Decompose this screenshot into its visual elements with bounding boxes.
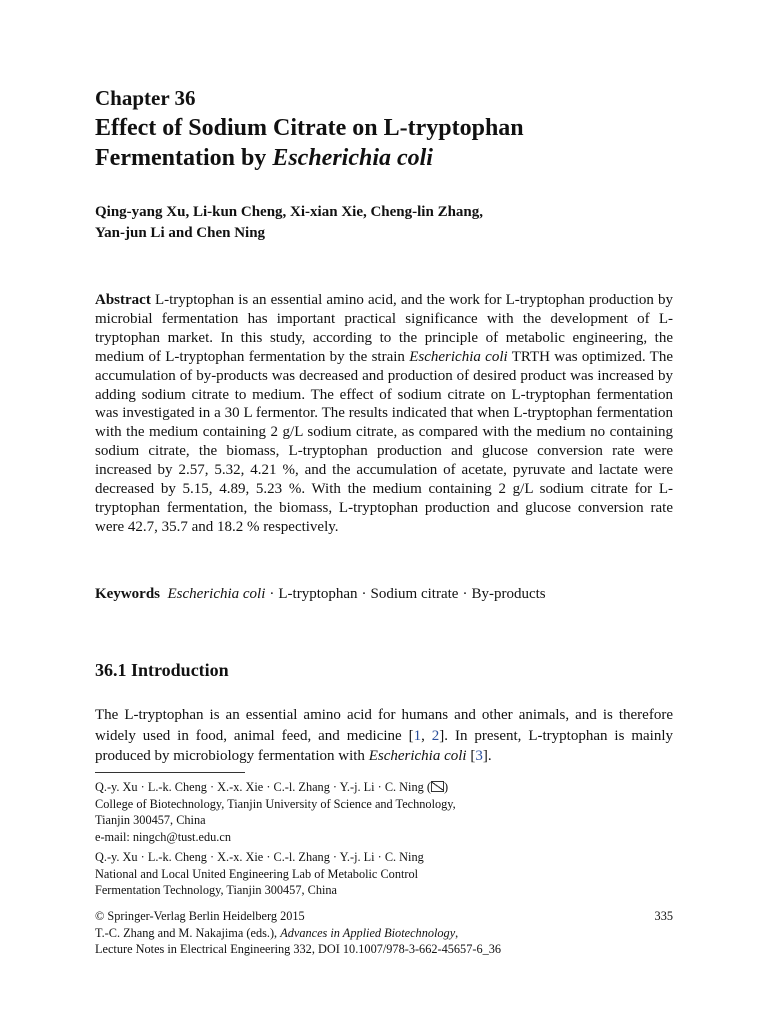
keywords — [95, 584, 673, 604]
citation-link[interactable]: 3 — [475, 748, 483, 764]
chapter-title — [95, 113, 673, 173]
affiliation-institution: College of Biotechnology, Tianjin University of Science and Technology, — [95, 796, 456, 811]
affiliation-address: Fermentation Technology, Tianjin 300457, China — [95, 883, 337, 897]
affiliation-address: Tianjin 300457, China — [95, 813, 206, 827]
intro-text-a: The L-tryptophan is an essential amino acid for humans and other animals, and is therefore widely used in food, animal feed, and medicine [ — [95, 707, 673, 744]
abstract-text-b: TRTH was optimized. The accumulation of by-products was decreased and production of desired product was increased by adding sodium citrate to medium. The effect of sodium citrate on L-tryptophan fermentation was investigated in a 30 L fermentor. The results indicated that when L-tryptophan fermentation with the medium containing 2 g/L sodium citrate, as compared with the medium no containing sodium citrate, the biomass, L-tryptophan production and glucose conversion rate were increased by 2.57, 5.32, 4.21 %, and the accumulation of acetate, pyruvate and lactate were decreased by 5.15, 4.89, 5.23 %. With the medium containing 2 g/L sodium citrate for L-tryptophan fermentation, the biomass, L-tryptophan production and glucose conversion rate were 42.7, 35.7 and 18.2 % respectively. — [95, 348, 673, 535]
intro-text-d: ]. — [482, 748, 492, 764]
authors-line-2: Yan-jun Li and Chen Ning — [95, 225, 266, 241]
section-heading — [95, 659, 229, 681]
footnote-divider — [95, 772, 245, 773]
intro-text-c: [ — [466, 748, 476, 764]
abstract — [95, 291, 673, 537]
series-doi: Lecture Notes in Electrical Engineering 332, DOI 10.1007/978-3-662-45657-6_36 — [95, 942, 502, 956]
keyword-separator: · — [361, 586, 367, 602]
affiliation-email[interactable]: e-mail: ningch@tust.edu.cn — [95, 829, 231, 844]
copyright: © Springer-Verlag Berlin Heidelberg 2015 — [95, 909, 305, 923]
page-number: 335 — [654, 909, 673, 923]
citation-link[interactable]: 1 — [413, 727, 422, 744]
keywords-label: Keywords — [95, 586, 160, 602]
author-list — [95, 202, 673, 244]
keyword-separator: · — [462, 586, 468, 602]
citation-link[interactable]: 2 — [431, 727, 440, 744]
intro-paragraph — [95, 705, 673, 767]
envelope-icon — [431, 781, 444, 792]
abstract-label: Abstract — [95, 292, 151, 308]
authors-line-1: Qing-yang Xu, Li-kun Cheng, Xi-xian Xie, Cheng-lin Zhang, — [95, 204, 484, 220]
section-title: Introduction — [131, 660, 229, 680]
abstract-text-a: L-tryptophan is an essential amino acid, and the work for L-tryptophan production by microbial fermentation has important practical significance with the development of L-tryptophan market. In this study, according to the principle of metabolic engineering, the medium of L-tryptophan fermentation by the strain — [95, 292, 673, 365]
title-line-1: Effect of Sodium Citrate on L-tryptophan — [95, 115, 524, 141]
affiliation-block-1 — [95, 779, 673, 845]
intro-comma: , — [421, 727, 432, 744]
affiliation-names: Q.-y. Xu · L.-k. Cheng · X.-x. Xie · C.-l. Zhang · Y.-j. Li · C. Ning — [95, 850, 424, 864]
keyword-item: Sodium citrate — [370, 586, 459, 602]
affiliation-institution: National and Local United Engineering Lab of Metabolic Control — [95, 866, 419, 881]
chapter-label: Chapter 36 — [95, 86, 196, 110]
title-italic: Escherichia coli — [272, 145, 433, 171]
keyword-item: By-products — [471, 586, 546, 602]
intro-italic: Escherichia coli — [368, 748, 467, 764]
affiliation-names: Q.-y. Xu · L.-k. Cheng · X.-x. Xie · C.-l. Zhang · Y.-j. Li · C. Ning ( — [95, 780, 431, 794]
title-line-2: Fermentation by — [95, 145, 273, 171]
intro-text-b: ]. In present, L-tryptophan is mainly produced by microbiology fermentation with — [95, 727, 673, 764]
section-number: 36.1 — [95, 660, 127, 680]
editors-end: , — [455, 925, 459, 940]
affiliation-block-2 — [95, 849, 673, 899]
affiliation-names-end: ) — [443, 780, 449, 794]
abstract-strain: Escherichia coli — [409, 348, 508, 365]
keyword-item: L-tryptophan — [278, 586, 358, 602]
editors: T.-C. Zhang and M. Nakajima (eds.), — [95, 925, 281, 940]
keyword-separator: · — [269, 586, 275, 602]
publication-footer — [95, 908, 673, 958]
book-title: Advances in Applied Biotechnology — [280, 925, 456, 940]
keyword-item: Escherichia coli — [167, 586, 266, 602]
